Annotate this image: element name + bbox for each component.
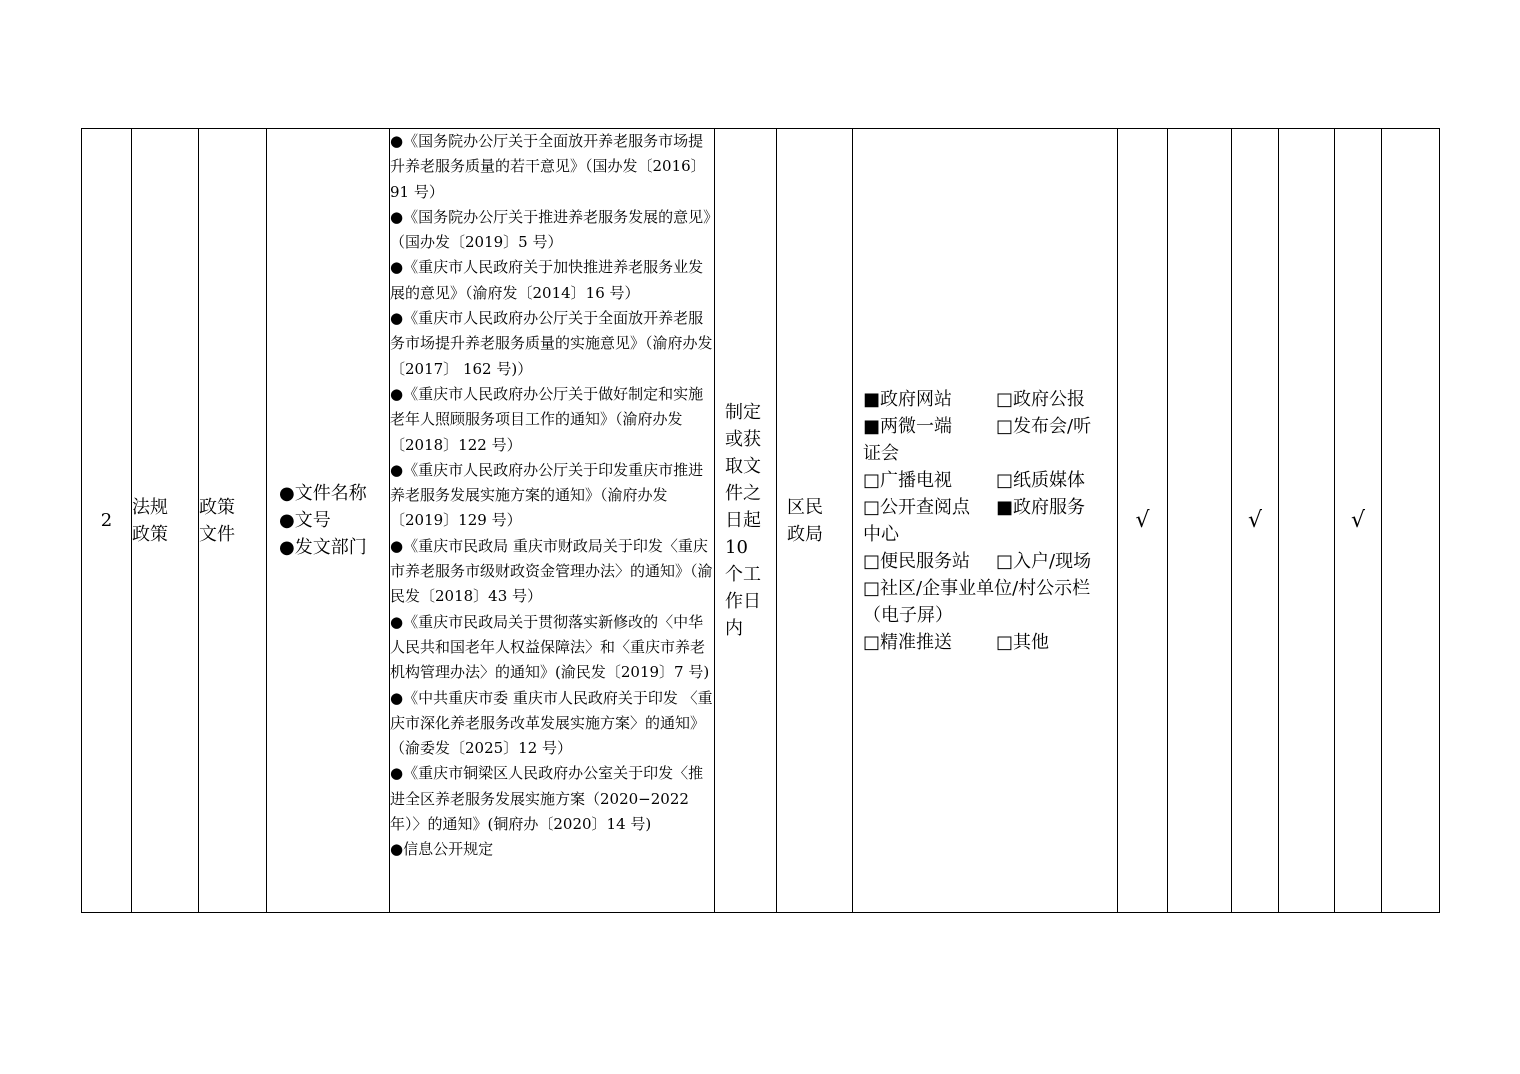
channel-radio-tv: □广播电视 — [863, 469, 953, 491]
channel-community-board: □社区/企事业单位/村公示栏 — [863, 577, 1091, 599]
document-item: ●《国务院办公厅关于全面放开养老服务市场提升养老服务质量的若干意见》（国办发〔2016〕91 号） — [390, 132, 706, 201]
channel-row — [863, 413, 1111, 440]
field-item-issuer: ●发文部门 — [279, 537, 367, 558]
field-item-number: ●文号 — [279, 510, 331, 531]
documents-cell — [390, 129, 715, 913]
document-item: ●《重庆市人民政府关于加快推进养老服务业发展的意见》（渝府发〔2014〕16 号） — [390, 258, 704, 302]
channel-print-media: □纸质媒体 — [996, 469, 1086, 491]
check-cell-5: √ — [1335, 129, 1382, 913]
category-cell — [132, 129, 199, 913]
table-row — [82, 129, 1440, 913]
document-item: ●信息公开规定 — [390, 840, 494, 859]
channels-cell — [853, 129, 1118, 913]
channel-row — [863, 494, 1111, 521]
channel-gov-website: ■政府网站 — [863, 388, 953, 410]
disclosure-table — [81, 128, 1440, 913]
channel-gov-gazette: □政府公报 — [996, 388, 1086, 410]
channel-community-board-cont: （电子屏） — [863, 604, 953, 626]
channel-row — [863, 467, 1111, 494]
channel-row — [863, 386, 1111, 413]
document-item: ●《重庆市人民政府办公厅关于全面放开养老服务市场提升养老服务质量的实施意见》（渝府办发 〔2017〕 162 号)） — [390, 309, 713, 378]
check-cell-6 — [1382, 129, 1440, 913]
channel-other: □其他 — [996, 631, 1050, 653]
channel-press-conference-cont: 证会 — [863, 442, 899, 464]
document-item: ●《重庆市人民政府办公厅关于印发重庆市推进养老服务发展实施方案的通知》（渝府办发〔2019〕129 号） — [390, 460, 704, 530]
channel-gov-service-center-cont: 中心 — [863, 523, 899, 545]
channel-public-reading-point: □公开查阅点 — [863, 496, 971, 518]
department-cell — [777, 129, 853, 913]
channel-precise-push: □精准推送 — [863, 631, 953, 653]
channel-service-station: □便民服务站 — [863, 550, 971, 572]
check-cell-1: √ — [1118, 129, 1168, 913]
category-label: 法规政策 — [132, 496, 168, 545]
document-item: ●《重庆市民政局 重庆市财政局关于印发〈重庆市养老服务市级财政资金管理办法〉的通知》（渝民发〔2018〕43 号） — [390, 536, 713, 606]
subcategory-label: 政策文件 — [199, 496, 235, 545]
document-item: ●《重庆市铜梁区人民政府办公室关于印发〈推进全区养老服务发展实施方案（2020−2022 年）〉的通知》(铜府办〔2020〕14 号) — [390, 764, 704, 834]
document-item: ●《重庆市人民政府办公厅关于做好制定和实施老年人照顾服务项目工作的通知》（渝府办发〔2018〕122 号） — [390, 384, 704, 454]
timeline-cell — [715, 129, 777, 913]
document-item: ●《国务院办公厅关于推进养老服务发展的意见》（国办发〔2019〕5 号） — [390, 207, 711, 252]
department-text: 区民政局 — [787, 496, 823, 545]
channel-gov-service-center: ■政府服务 — [996, 496, 1086, 518]
channel-wechat-weibo-app: ■两微一端 — [863, 415, 953, 437]
check-cell-2 — [1168, 129, 1232, 913]
row-number: 2 — [82, 129, 132, 913]
channel-press-conference: □发布会/听 — [996, 415, 1092, 437]
field-item-name: ●文件名称 — [279, 483, 367, 504]
channel-row — [863, 548, 1111, 575]
subcategory-cell — [199, 129, 267, 913]
timeline-text: 制定或获取文件之日起10个工作日内 — [725, 402, 761, 639]
check-cell-4 — [1279, 129, 1335, 913]
channel-row — [863, 629, 1111, 656]
document-item: ●《中共重庆市委 重庆市人民政府关于印发 〈重庆市深化养老服务改革发展实施方案〉的通知》（渝委发〔2025〕12 号） — [390, 688, 713, 758]
fields-cell — [267, 129, 390, 913]
document-item: ●《重庆市民政局关于贯彻落实新修改的〈中华人民共和国老年人权益保障法〉和〈重庆市养老机构管理办法〉的通知》(渝民发〔2019〕7 号) — [390, 612, 710, 682]
check-cell-3: √ — [1232, 129, 1279, 913]
channel-door-to-door: □入户/现场 — [996, 550, 1092, 572]
